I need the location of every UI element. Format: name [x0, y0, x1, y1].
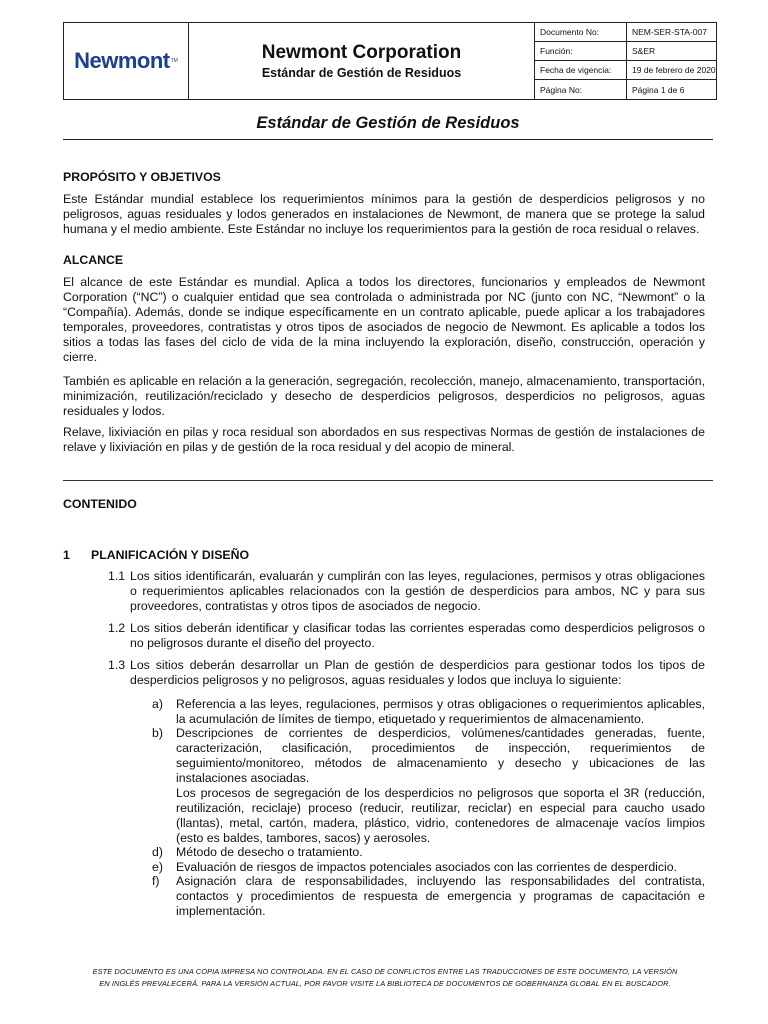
list-text: Evaluación de riesgos de impactos potenciales asociados con las corrientes de desperdicio. — [176, 860, 678, 874]
clause-number: 1.3 — [108, 658, 126, 672]
list-marker: d) — [152, 845, 163, 859]
clause-text: Los sitios deberán desarrollar un Plan de gestión de desperdicios para gestionar todos los tipos de desperdicios peligrosos y no peligrosos, aguas residuales y lodos que incluya lo siguiente: — [130, 658, 705, 687]
meta-value-effective-date: 19 de febrero de 2020 — [627, 61, 716, 80]
list-item-d — [152, 845, 705, 860]
document-header — [63, 22, 717, 100]
newmont-logo: Newmont — [74, 48, 170, 73]
meta-value-document-no: NEM-SER-STA-007 — [627, 23, 716, 42]
header-subtitle: Estándar de Gestión de Residuos — [261, 66, 462, 80]
content-heading: CONTENIDO — [63, 497, 137, 511]
clause-text: Los sitios deberán identificar y clasificar todas las corrientes esperadas como desperdicios peligrosos o no peligrosos durante el diseño del proyecto. — [130, 621, 705, 650]
clause-1-2 — [108, 621, 705, 651]
list-text: Referencia a las leyes, regulaciones, permisos y otras obligaciones o requerimientos aplicables, la acumulación de límites de tiempo, etiquetado y requerimientos de almacenamiento. — [176, 697, 705, 726]
document-title: Estándar de Gestión de Residuos — [256, 114, 520, 132]
section-1-title: PLANIFICACIÓN Y DISEÑO — [91, 548, 250, 562]
meta-label-document-no: Documento No: — [535, 23, 627, 42]
content-divider — [63, 480, 713, 481]
meta-label-function: Función: — [535, 42, 627, 61]
clause-number: 1.2 — [108, 621, 126, 635]
clause-number: 1.1 — [108, 569, 126, 583]
list-marker: f) — [152, 874, 160, 888]
meta-value-function: S&ER — [627, 42, 716, 61]
scope-heading: ALCANCE — [63, 253, 124, 267]
list-marker: b) — [152, 726, 163, 740]
scope-paragraph-2: También es aplicable en relación a la generación, segregación, recolección, manejo, almacenamiento, transportación, minimización, reutilización/reciclado y desecho de desperdicios peligrosos, desperdicios no peligrosos, aguas residuales y lodos. — [63, 374, 705, 418]
section-1-number: 1 — [63, 548, 70, 562]
list-marker: a) — [152, 697, 163, 711]
footer-line-2: EN INGLÉS PREVALECERÁ. PARA LA VERSIÓN ACTUAL, POR FAVOR VISITE LA BIBLIOTECA DE DOCUMENTOS DE GOBERNANZA GLOBAL EN EL BUSCADOR. — [99, 979, 671, 988]
meta-label-effective-date: Fecha de vigencia: — [535, 61, 627, 80]
purpose-paragraph: Este Estándar mundial establece los requerimientos mínimos para la gestión de desperdicios peligrosos y no peligrosos, aguas residuales y lodos generados en instalaciones de Newmont, de manera que se protege la salud humana y el medio ambiente. Este Estándar no incluye los requerimientos para la gestión de roca residual o relaves. — [63, 192, 705, 236]
list-marker: e) — [152, 860, 163, 874]
scope-paragraph-1: El alcance de este Estándar es mundial. Aplica a todos los directores, funcionarios y empleados de Newmont Corporation (“NC”) o cualquier entidad que sea controlada o administrada por NC (junto con NC, “Newmont” o la “Compañía). Además, donde se indique específicamente en un contrato aplicable, puede aplicar a los trabajadores temporales, proveedores, contratistas y otros tipos de asociados de negocio de Newmont. Es aplicable a todos los sitios a todas las fases del ciclo de vida de la mina incluyendo la exploración, diseño, construcción, operación y cierre. — [63, 275, 705, 364]
company-name: Newmont Corporation — [261, 42, 462, 63]
document-meta-table — [535, 23, 716, 99]
list-text: Asignación clara de responsabilidades, incluyendo las responsabilidades del contratista, contactos y procedimientos de respuesta de emergencia y programas de capacitación e implementación. — [176, 874, 705, 918]
logo-trademark: TM — [170, 58, 178, 64]
list-item-f — [152, 874, 705, 919]
list-item-a — [152, 697, 705, 727]
logo-cell — [64, 23, 189, 99]
list-text: Descripciones de corrientes de desperdicios, volúmenes/cantidades generadas, fuente, caracterización, clasificación, procedimientos de inspección, requerimientos de seguimiento/monitoreo, métodos de almacenamiento y desecho y ubicaciones de las instalaciones asociadas. — [176, 726, 705, 785]
header-title-cell — [189, 23, 535, 99]
page-footer — [60, 966, 710, 990]
meta-label-page-no: Página No: — [535, 80, 627, 99]
meta-value-page-no: Página 1 de 6 — [632, 84, 685, 95]
list-text-continuation: Los procesos de segregación de los desperdicios no peligrosos que soporta el 3R (reducción, reutilización, reciclaje) proceso (reducir, reutilizar, reciclar) en especial para caucho usado (llantas), metal, cartón, madera, plástico, vidrio, contenedores de almacenaje vacíos limpios (esto es baldes, tambores, sacos) y aerosoles. — [176, 786, 705, 845]
scope-paragraph-3: Relave, lixiviación en pilas y roca residual son abordados en sus respectivas Normas de gestión de instalaciones de relave y lixiviación en pilas y de gestión de la roca residual y del acopio de mineral. — [63, 425, 705, 454]
list-text: Método de desecho o tratamiento. — [176, 845, 363, 859]
clause-text: Los sitios identificarán, evaluarán y cumplirán con las leyes, regulaciones, permisos y otras obligaciones o requerimientos aplicables relacionados con la gestión de desperdicios para ambos, NC y para sus proveedores, contratistas y otros tipos de asociados de negocio. — [130, 569, 705, 613]
clause-1-3 — [108, 658, 705, 688]
title-divider — [63, 139, 713, 140]
section-1-heading — [63, 548, 249, 562]
purpose-heading: PROPÓSITO Y OBJETIVOS — [63, 170, 221, 184]
clause-1-1 — [108, 569, 705, 614]
list-item-b — [152, 726, 705, 846]
list-item-e — [152, 860, 705, 875]
footer-line-1: ESTE DOCUMENTO ES UNA COPIA IMPRESA NO CONTROLADA. EN EL CASO DE CONFLICTOS ENTRE LAS TRADUCCIONES DE ESTE DOCUMENTO, LA VERSIÓN — [92, 967, 678, 976]
